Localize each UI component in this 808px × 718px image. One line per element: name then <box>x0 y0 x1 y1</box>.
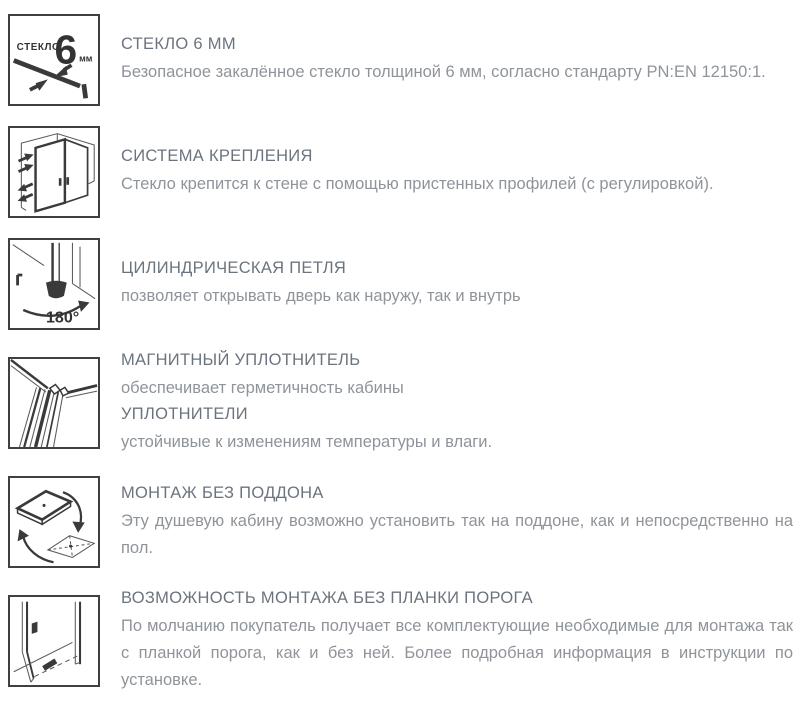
feature-text-glass <box>121 34 793 86</box>
no-threshold-strip-icon <box>8 595 100 687</box>
feature-text-no-tray <box>121 483 793 562</box>
feature-description: позволяет открывать дверь как наружу, так и внутрь <box>121 287 521 305</box>
installation-without-tray-icon <box>8 476 100 568</box>
feature-text-no-threshold <box>121 588 793 694</box>
hinge-180-icon <box>8 238 100 330</box>
feature-title: ВОЗМОЖНОСТЬ МОНТАЖА БЕЗ ПЛАНКИ ПОРОГА <box>121 589 533 607</box>
feature-description: обеспечивает герметичность кабины <box>121 379 404 397</box>
feature-text-mounting <box>121 146 793 198</box>
feature-text-hinge <box>121 258 793 310</box>
glass-6mm-icon <box>8 14 100 106</box>
feature-description: устойчивые к изменениям температуры и влаги. <box>121 433 493 451</box>
icon-label-mm: мм <box>79 53 93 64</box>
feature-title: СИСТЕМА КРЕПЛЕНИЯ <box>121 147 313 165</box>
mounting-system-icon <box>8 126 100 218</box>
icon-label-6: 6 <box>54 26 78 73</box>
feature-title: СТЕКЛО 6 ММ <box>121 35 236 53</box>
feature-text-seal <box>121 350 793 456</box>
feature-description: Безопасное закалённое стекло толщиной 6 мм, согласно стандарту PN:EN 12150:1. <box>121 63 766 81</box>
feature-title: УПЛОТНИТЕЛИ <box>121 405 248 423</box>
feature-row-no-threshold <box>8 588 796 694</box>
feature-row-hinge <box>8 238 796 330</box>
feature-title: МАГНИТНЫЙ УПЛОТНИТЕЛЬ <box>121 351 361 369</box>
feature-description: Эту душевую кабину возможно установить так на поддоне, как и непосредственно на пол. <box>121 511 793 557</box>
feature-pair-magnetic-seal <box>121 350 793 402</box>
feature-title: МОНТАЖ БЕЗ ПОДДОНА <box>121 483 324 502</box>
feature-description: По молчанию покупатель получает все комплектующие необходимые для монтажа так с планкой порога, как и без ней. Более подробная информация в инструкции по установке. <box>121 617 793 689</box>
icon-label-glass: СТЕКЛО <box>16 42 61 54</box>
feature-row-no-tray <box>8 476 796 568</box>
feature-row-glass <box>8 14 796 106</box>
feature-row-mounting <box>8 126 796 218</box>
icon-label-180: 180° <box>45 308 80 327</box>
feature-description: Стекло крепится к стене с помощью пристенных профилей (с регулировкой). <box>121 175 714 193</box>
magnetic-seal-icon <box>8 357 100 449</box>
feature-pair-seals <box>121 404 793 456</box>
feature-title: ЦИЛИНДРИЧЕСКАЯ ПЕТЛЯ <box>121 259 347 277</box>
feature-row-seal <box>8 350 796 456</box>
